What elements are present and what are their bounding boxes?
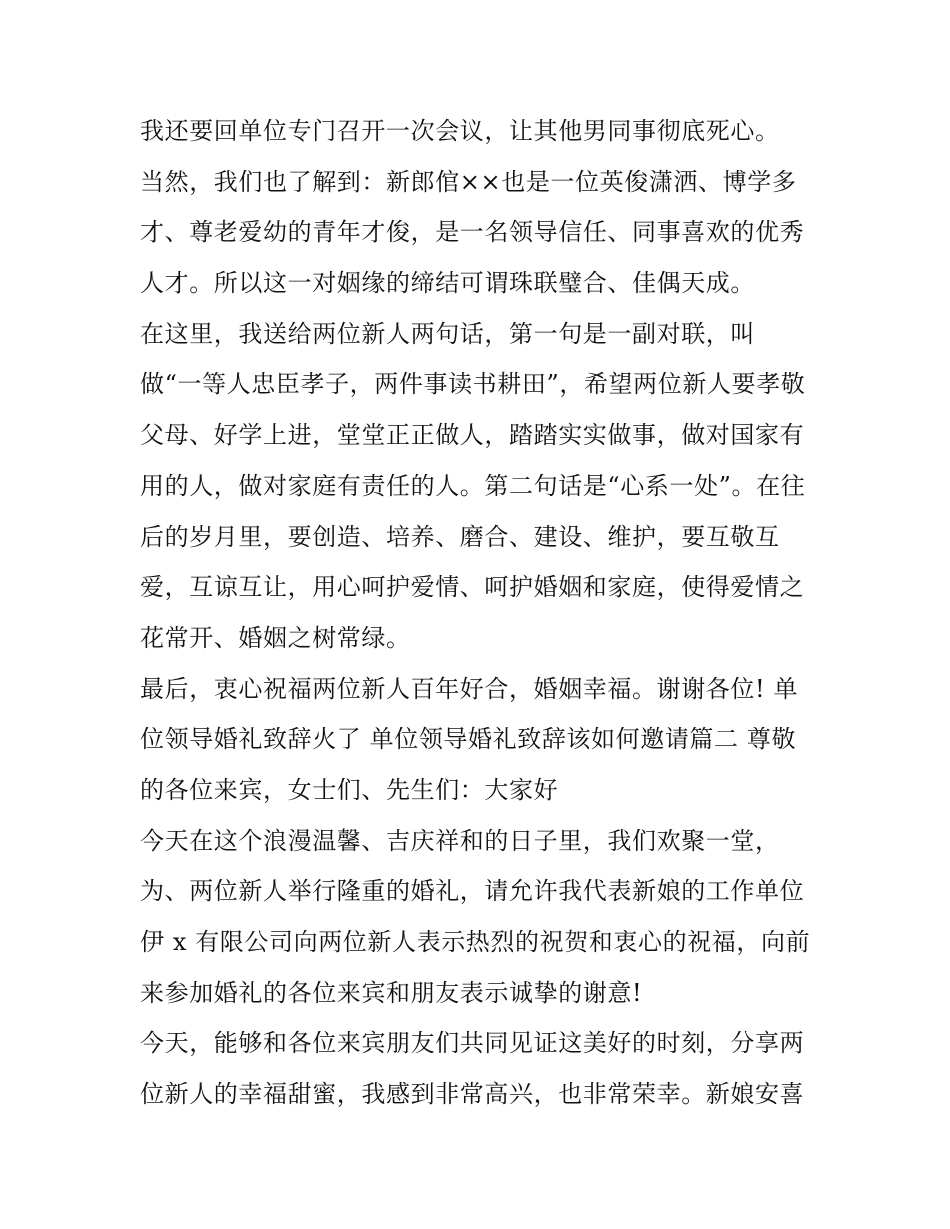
text-line: 做“一等人忠臣孝子，两件事读书耕田”，希望两位新人要孝敬 [140,370,806,399]
text-line: 今天在这个浪漫温馨、吉庆祥和的日子里，我们欢聚一堂， [140,826,780,855]
text-line: 父母、好学上进，堂堂正正做人，踏踏实实做事，做对国家有 [140,421,805,450]
text-line: 人才。所以这一对姻缘的缔结可谓珠联璧合、佳偶天成。 [140,269,755,298]
body-text [140,106,820,1120]
text-line: 最后，衷心祝福两位新人百年好合，婚姻幸福。谢谢各位! 单 [140,674,799,703]
text-line: 花常开、婚姻之树常绿。 [140,623,411,652]
text-line: 才、尊老爱幼的青年才俊，是一名领导信任、同事喜欢的优秀 [140,218,805,247]
text-line: 来参加婚礼的各位来宾和朋友表示诚挚的谢意! [140,978,643,1007]
text-line: 伊 x 有限公司向两位新人表示热烈的祝贺和衷心的祝福，向前 [140,928,811,956]
text-line: 的各位来宾，女士们、先生们：大家好 [140,775,559,804]
text-line: 位领导婚礼致辞火了 单位领导婚礼致辞该如何邀请篇二 尊敬 [140,725,797,754]
text-line: 为、两位新人举行隆重的婚礼，请允许我代表新娘的工作单位 [140,877,805,906]
text-line: 位新人的幸福甜蜜，我感到非常高兴，也非常荣幸。新娘安喜 [140,1080,805,1109]
text-line: 爱，互谅互让，用心呵护爱情、呵护婚姻和家庭，使得爱情之 [140,573,805,602]
text-line: 用的人，做对家庭有责任的人。第二句话是“心系一处”。在往 [140,471,806,500]
text-line: 今天，能够和各位来宾朋友们共同见证这美好的时刻，分享两 [140,1029,805,1058]
text-line: 在这里，我送给两位新人两句话，第一句是一副对联，叫 [140,319,755,348]
text-line: 我还要回单位专门召开一次会议，让其他男同事彻底死心。 [140,117,780,145]
text-line: 后的岁月里，要创造、培养、磨合、建设、维护，要互敬互 [140,522,780,551]
text-line: 当然，我们也了解到：新郎倌××也是一位英俊潇洒、博学多 [140,167,797,196]
